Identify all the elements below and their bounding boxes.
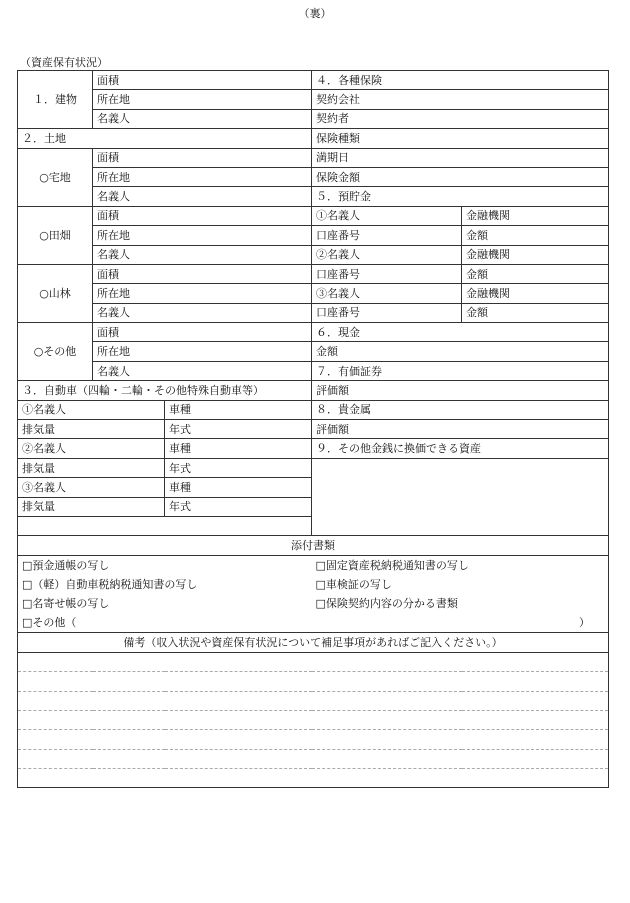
attach-car-tax-checkbox[interactable]: □（軽）自動車税納税通知書の写し: [18, 575, 312, 594]
vehicle-year-2-label[interactable]: 年式: [165, 458, 312, 477]
attach-insurance-doc-checkbox[interactable]: □保険契約内容の分かる書類: [312, 594, 609, 613]
land-farm-holder-label[interactable]: 名義人: [93, 245, 312, 264]
land-forest-holder-label[interactable]: 名義人: [93, 303, 312, 322]
other-assets-field[interactable]: [312, 458, 609, 536]
notes-line[interactable]: [18, 710, 609, 729]
vehicles-title: ３．自動車（四輪・二輪・その他特殊自動車等）: [18, 381, 312, 400]
attach-other-row[interactable]: [18, 613, 609, 632]
notes-line[interactable]: [18, 652, 609, 671]
land-farm-area-label[interactable]: 面積: [93, 206, 312, 225]
notes-line[interactable]: [18, 730, 609, 749]
insurance-contractor-label[interactable]: 契約者: [312, 109, 609, 128]
savings-title: ５．預貯金: [312, 187, 609, 206]
vehicle-holder-3-label[interactable]: ③名義人: [18, 478, 165, 497]
savings-account-3-label[interactable]: 口座番号: [312, 303, 462, 322]
land-residential-area-label[interactable]: 面積: [93, 148, 312, 167]
savings-amount-3-label[interactable]: 金額: [462, 303, 609, 322]
insurance-company-label[interactable]: 契約会社: [312, 90, 609, 109]
notes-line[interactable]: [18, 691, 609, 710]
savings-account-2-label[interactable]: 口座番号: [312, 264, 462, 283]
insurance-amount-label[interactable]: 保険金額: [312, 167, 609, 186]
vehicles-blank-row: [18, 516, 312, 535]
savings-holder-1-label[interactable]: ①名義人: [312, 206, 462, 225]
vehicle-year-3-label[interactable]: 年式: [165, 497, 312, 516]
attach-inspection-cert-checkbox[interactable]: □車検証の写し: [312, 575, 609, 594]
land-other-area-label[interactable]: 面積: [93, 323, 312, 342]
section-title: （資産保有状況）: [20, 56, 108, 69]
vehicle-displacement-2-label[interactable]: 排気量: [18, 458, 165, 477]
vehicle-year-1-label[interactable]: 年式: [165, 420, 312, 439]
attach-other-checkbox[interactable]: □その他（: [22, 616, 77, 630]
notes-line[interactable]: [18, 749, 609, 768]
land-other-holder-label[interactable]: 名義人: [93, 361, 312, 380]
land-farm-title: ○田畑: [18, 206, 93, 264]
attach-other-close-paren: ）: [579, 616, 590, 630]
savings-amount-2-label[interactable]: 金額: [462, 264, 609, 283]
notes-line[interactable]: [18, 672, 609, 691]
vehicle-displacement-1-label[interactable]: 排気量: [18, 420, 165, 439]
vehicle-holder-2-label[interactable]: ②名義人: [18, 439, 165, 458]
buildings-area-label[interactable]: 面積: [93, 71, 312, 90]
insurance-type-label[interactable]: 保険種類: [312, 129, 609, 148]
buildings-location-label[interactable]: 所在地: [93, 90, 312, 109]
land-forest-title: ○山林: [18, 264, 93, 322]
insurance-maturity-label[interactable]: 満期日: [312, 148, 609, 167]
attach-bankbook-checkbox[interactable]: □預金通帳の写し: [18, 555, 312, 574]
attachments-title: 添付書類: [18, 536, 609, 555]
land-forest-area-label[interactable]: 面積: [93, 264, 312, 283]
land-residential-holder-label[interactable]: 名義人: [93, 187, 312, 206]
savings-bank-2-label[interactable]: 金融機関: [462, 245, 609, 264]
securities-title: ７．有価証券: [312, 361, 609, 380]
attach-name-register-checkbox[interactable]: □名寄せ帳の写し: [18, 594, 312, 613]
other-assets-title: ９．その他金銭に換価できる資産: [312, 439, 609, 458]
land-other-title: ○その他: [18, 323, 93, 381]
savings-holder-2-label[interactable]: ②名義人: [312, 245, 462, 264]
land-forest-location-label[interactable]: 所在地: [93, 284, 312, 303]
vehicle-type-2-label[interactable]: 車種: [165, 439, 312, 458]
asset-form-table: [17, 70, 609, 788]
savings-holder-3-label[interactable]: ③名義人: [312, 284, 462, 303]
vehicle-holder-1-label[interactable]: ①名義人: [18, 400, 165, 419]
land-residential-location-label[interactable]: 所在地: [93, 167, 312, 186]
land-farm-location-label[interactable]: 所在地: [93, 226, 312, 245]
vehicle-type-1-label[interactable]: 車種: [165, 400, 312, 419]
notes-title: 備考（収入状況や資産保有状況について補足事項があればご記入ください。）: [18, 633, 609, 652]
insurance-title: ４．各種保険: [312, 71, 609, 90]
buildings-holder-label[interactable]: 名義人: [93, 109, 312, 128]
land-other-location-label[interactable]: 所在地: [93, 342, 312, 361]
cash-amount-label[interactable]: 金額: [312, 342, 609, 361]
savings-account-1-label[interactable]: 口座番号: [312, 226, 462, 245]
vehicle-type-3-label[interactable]: 車種: [165, 478, 312, 497]
savings-bank-3-label[interactable]: 金融機関: [462, 284, 609, 303]
land-residential-title: ○宅地: [18, 148, 93, 206]
savings-amount-1-label[interactable]: 金額: [462, 226, 609, 245]
page-side-label: （裏）: [298, 7, 332, 20]
notes-line[interactable]: [18, 769, 609, 788]
cash-title: ６．現金: [312, 323, 609, 342]
metals-title: ８．貴金属: [312, 400, 609, 419]
savings-bank-1-label[interactable]: 金融機関: [462, 206, 609, 225]
metals-value-label[interactable]: 評価額: [312, 420, 609, 439]
vehicle-displacement-3-label[interactable]: 排気量: [18, 497, 165, 516]
land-title: ２．土地: [18, 129, 312, 148]
attach-property-tax-checkbox[interactable]: □固定資産税納税通知書の写し: [312, 555, 609, 574]
buildings-title: １．建物: [18, 71, 93, 129]
securities-value-label[interactable]: 評価額: [312, 381, 609, 400]
